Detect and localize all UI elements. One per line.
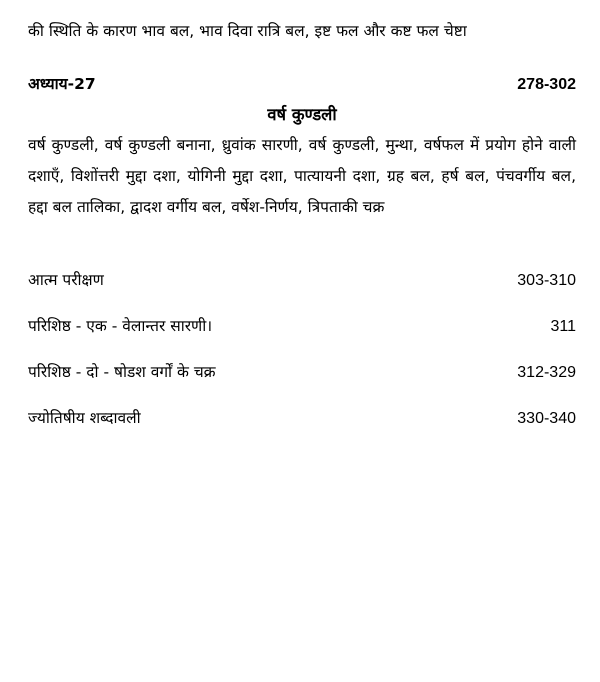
toc-row	[28, 361, 576, 384]
chapter-title: वर्ष कुण्डली	[267, 105, 337, 124]
toc-entry-pages: 311	[550, 318, 576, 335]
toc-entry-title: परिशिष्ठ - एक - वेलान्तर सारणी।	[28, 317, 213, 335]
toc-entry-pages: 312-329	[517, 364, 576, 381]
chapter-description: वर्ष कुण्डली, वर्ष कुण्डली बनाना, ध्रुवांक सारणी, वर्ष कुण्डली, मुन्था, वर्षफल में प्रयोग होने वाली दशाएँ, विशोंत्तरी मुद्दा दशा, योगिनी मुद्दा दशा, पात्यायनी दशा, ग्रह बल, हर्ष बल, पंचवर्गीय बल, हद्दा बल तालिका, द्वादश वर्गीय बल, वर्षेश-निर्णय, त्रिपताकी चक्र	[28, 136, 576, 216]
chapter-page-range: 278-302	[517, 76, 576, 93]
table-of-contents	[28, 269, 576, 430]
chapter-label: अध्याय-27	[28, 75, 96, 93]
toc-row	[28, 315, 576, 338]
toc-entry-title: परिशिष्ठ - दो - षोडश वर्गों के चक्र	[28, 363, 216, 381]
toc-entry-title: ज्योतिषीय शब्दावली	[28, 409, 141, 427]
chapter-heading-row	[28, 73, 576, 96]
toc-row	[28, 407, 576, 430]
document-page	[28, 16, 576, 453]
intro-paragraph: की स्थिति के कारण भाव बल, भाव दिवा रात्रि बल, इष्ट फल और कष्ट फल चेष्टा	[28, 22, 467, 40]
toc-entry-pages: 303-310	[517, 272, 576, 289]
toc-entry-title: आत्म परीक्षण	[28, 271, 104, 289]
toc-row	[28, 269, 576, 292]
toc-entry-pages: 330-340	[517, 410, 576, 427]
